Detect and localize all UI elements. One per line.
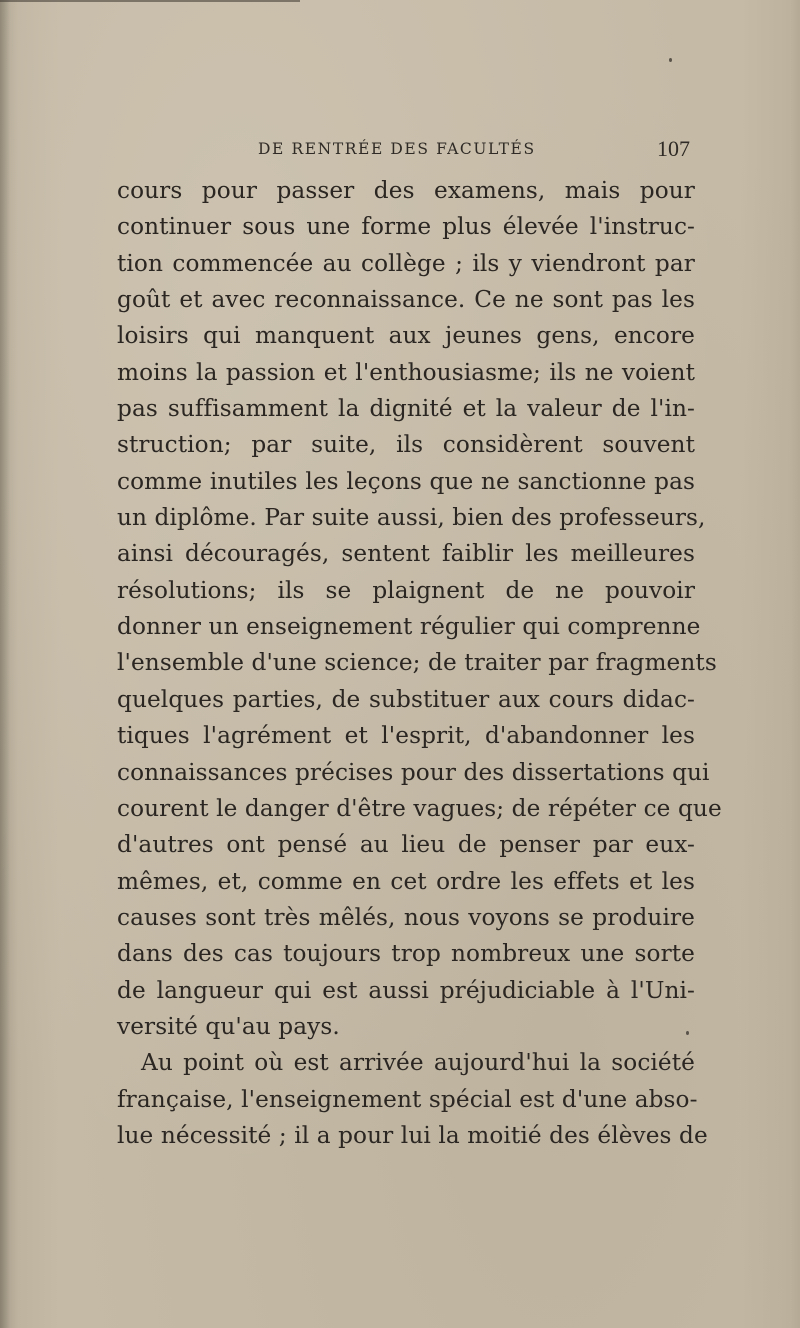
text-line: résolutions; ils se plaignent de ne pouvoir — [117, 576, 695, 604]
text-line: cours pour passer des examens, mais pour — [117, 177, 695, 204]
text-line: tiques l'agrément et l'esprit, d'abandonner les — [117, 722, 695, 750]
running-title: DE RENTRÉE DES FACULTÉS — [258, 140, 536, 158]
text-line: ainsi découragés, sentent faiblir les meilleures — [117, 540, 695, 568]
text-line: donner un enseignement régulier qui comprenne — [117, 613, 701, 641]
text-line: tion commencée au collège ; ils y viendront par — [117, 249, 695, 277]
top-edge-line — [0, 0, 300, 2]
paragraph-end-line: versité qu'au pays. — [117, 1012, 340, 1040]
text-line: continuer sous une forme plus élevée l'instruc- — [117, 213, 695, 241]
text-line: lue nécessité ; il a pour lui la moitié des élèves de — [117, 1121, 708, 1149]
text-line: causes sont très mêlés, nous voyons se produire — [117, 903, 695, 931]
text-line: connaissances précises pour des dissertations qui — [117, 758, 710, 786]
text-line: un diplôme. Par suite aussi, bien des professeurs, — [117, 504, 706, 532]
paragraph-start-line: Au point où est arrivée aujourd'hui la société — [141, 1049, 695, 1077]
text-line: de langueur qui est aussi préjudiciable à l'Uni- — [117, 976, 695, 1004]
text-line: dans des cas toujours trop nombreux une sorte — [117, 940, 695, 968]
text-line: struction; par suite, ils considèrent souvent — [117, 431, 695, 459]
text-line: mêmes, et, comme en cet ordre les effets et les — [117, 867, 695, 895]
paper-speck — [669, 58, 672, 62]
text-line: française, l'enseignement spécial est d'une abso- — [117, 1085, 698, 1113]
text-line: l'ensemble d'une science; de traiter par fragments — [117, 649, 717, 677]
page-number: 107 — [657, 136, 690, 161]
paper-speck — [686, 1031, 689, 1035]
text-line: moins la passion et l'enthousiasme; ils ne voient — [117, 358, 695, 386]
text-line: comme inutiles les leçons que ne sanctionne pas — [117, 467, 695, 495]
text-line: goût et avec reconnaissance. Ce ne sont pas les — [117, 286, 695, 314]
page-header — [255, 136, 690, 164]
text-line: pas suffisamment la dignité et la valeur de l'in- — [117, 395, 695, 423]
page-edge-shadow — [0, 0, 10, 1328]
text-line: quelques parties, de substituer aux cours didac- — [117, 685, 695, 713]
text-line: loisirs qui manquent aux jeunes gens, encore — [117, 322, 695, 350]
text-line: courent le danger d'être vagues; de répéter ce que — [117, 794, 722, 822]
body-text — [117, 173, 722, 1154]
text-line: d'autres ont pensé au lieu de penser par eux- — [117, 831, 695, 859]
